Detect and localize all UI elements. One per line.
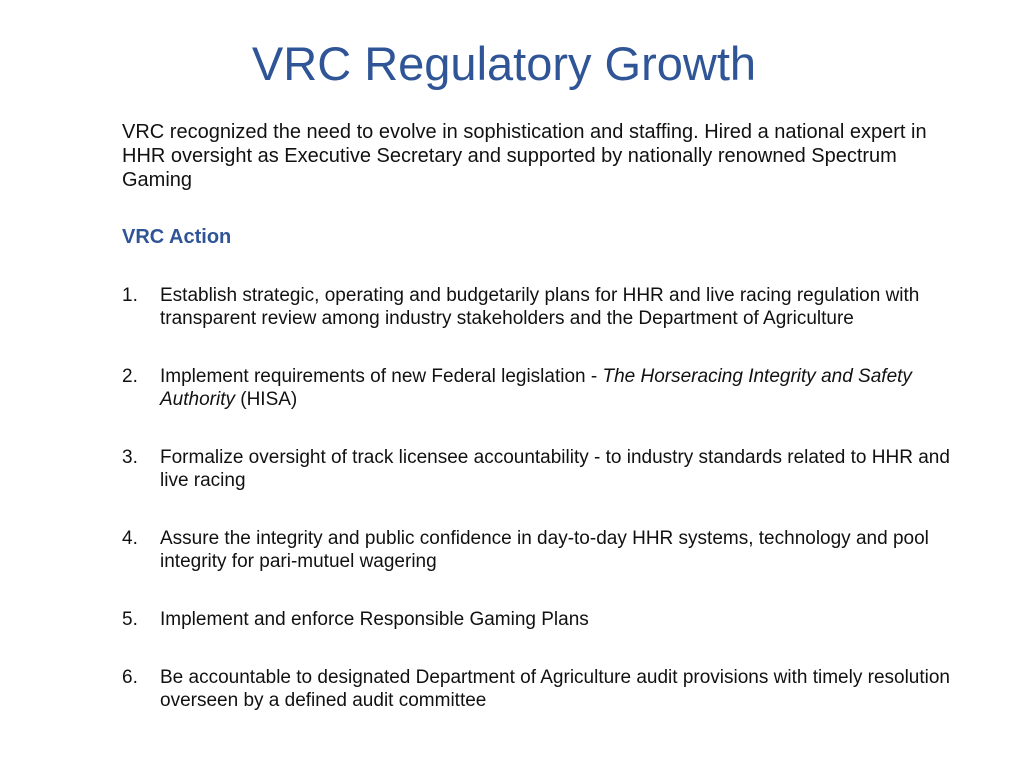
intro-paragraph: VRC recognized the need to evolve in sophistication and staffing. Hired a national expert in HHR oversight as Executive Secretary and supported by nationally renowned Spectrum Gaming [122, 121, 927, 191]
action-text [160, 366, 912, 410]
action-number: 6. [122, 667, 138, 688]
section-heading: VRC Action [122, 226, 232, 248]
action-number: 4. [122, 528, 138, 549]
action-number: 5. [122, 609, 138, 630]
action-item-1 [122, 284, 982, 330]
action-number: 2. [122, 366, 138, 387]
action-item-2 [122, 365, 982, 411]
action-number: 3. [122, 447, 138, 468]
action-item-3 [122, 446, 982, 492]
slide-title: VRC Regulatory Growth [251, 37, 757, 90]
action-item-6 [122, 666, 982, 712]
action-number: 1. [122, 285, 138, 306]
action-text-lead: Implement requirements of new Federal legislation - [160, 366, 603, 387]
action-text: Assure the integrity and public confidence in day-to-day HHR systems, technology and pool integrity for pari-mutuel wagering [160, 528, 929, 572]
action-item-4 [122, 527, 982, 573]
action-item-5 [122, 608, 982, 631]
action-text: Formalize oversight of track licensee accountability - to industry standards related to HHR and live racing [160, 447, 950, 491]
action-list [122, 284, 982, 712]
action-text-tail: (HISA) [234, 389, 298, 410]
action-text: Implement and enforce Responsible Gaming Plans [160, 609, 589, 630]
legislation-name: The Horseracing Integrity and Safety Authority [160, 366, 912, 410]
action-text: Be accountable to designated Department of Agriculture audit provisions with timely resolution overseen by a defined audit committee [160, 667, 950, 711]
action-text: Establish strategic, operating and budgetarily plans for HHR and live racing regulation with transparent review among industry stakeholders and the Department of Agriculture [160, 285, 920, 329]
